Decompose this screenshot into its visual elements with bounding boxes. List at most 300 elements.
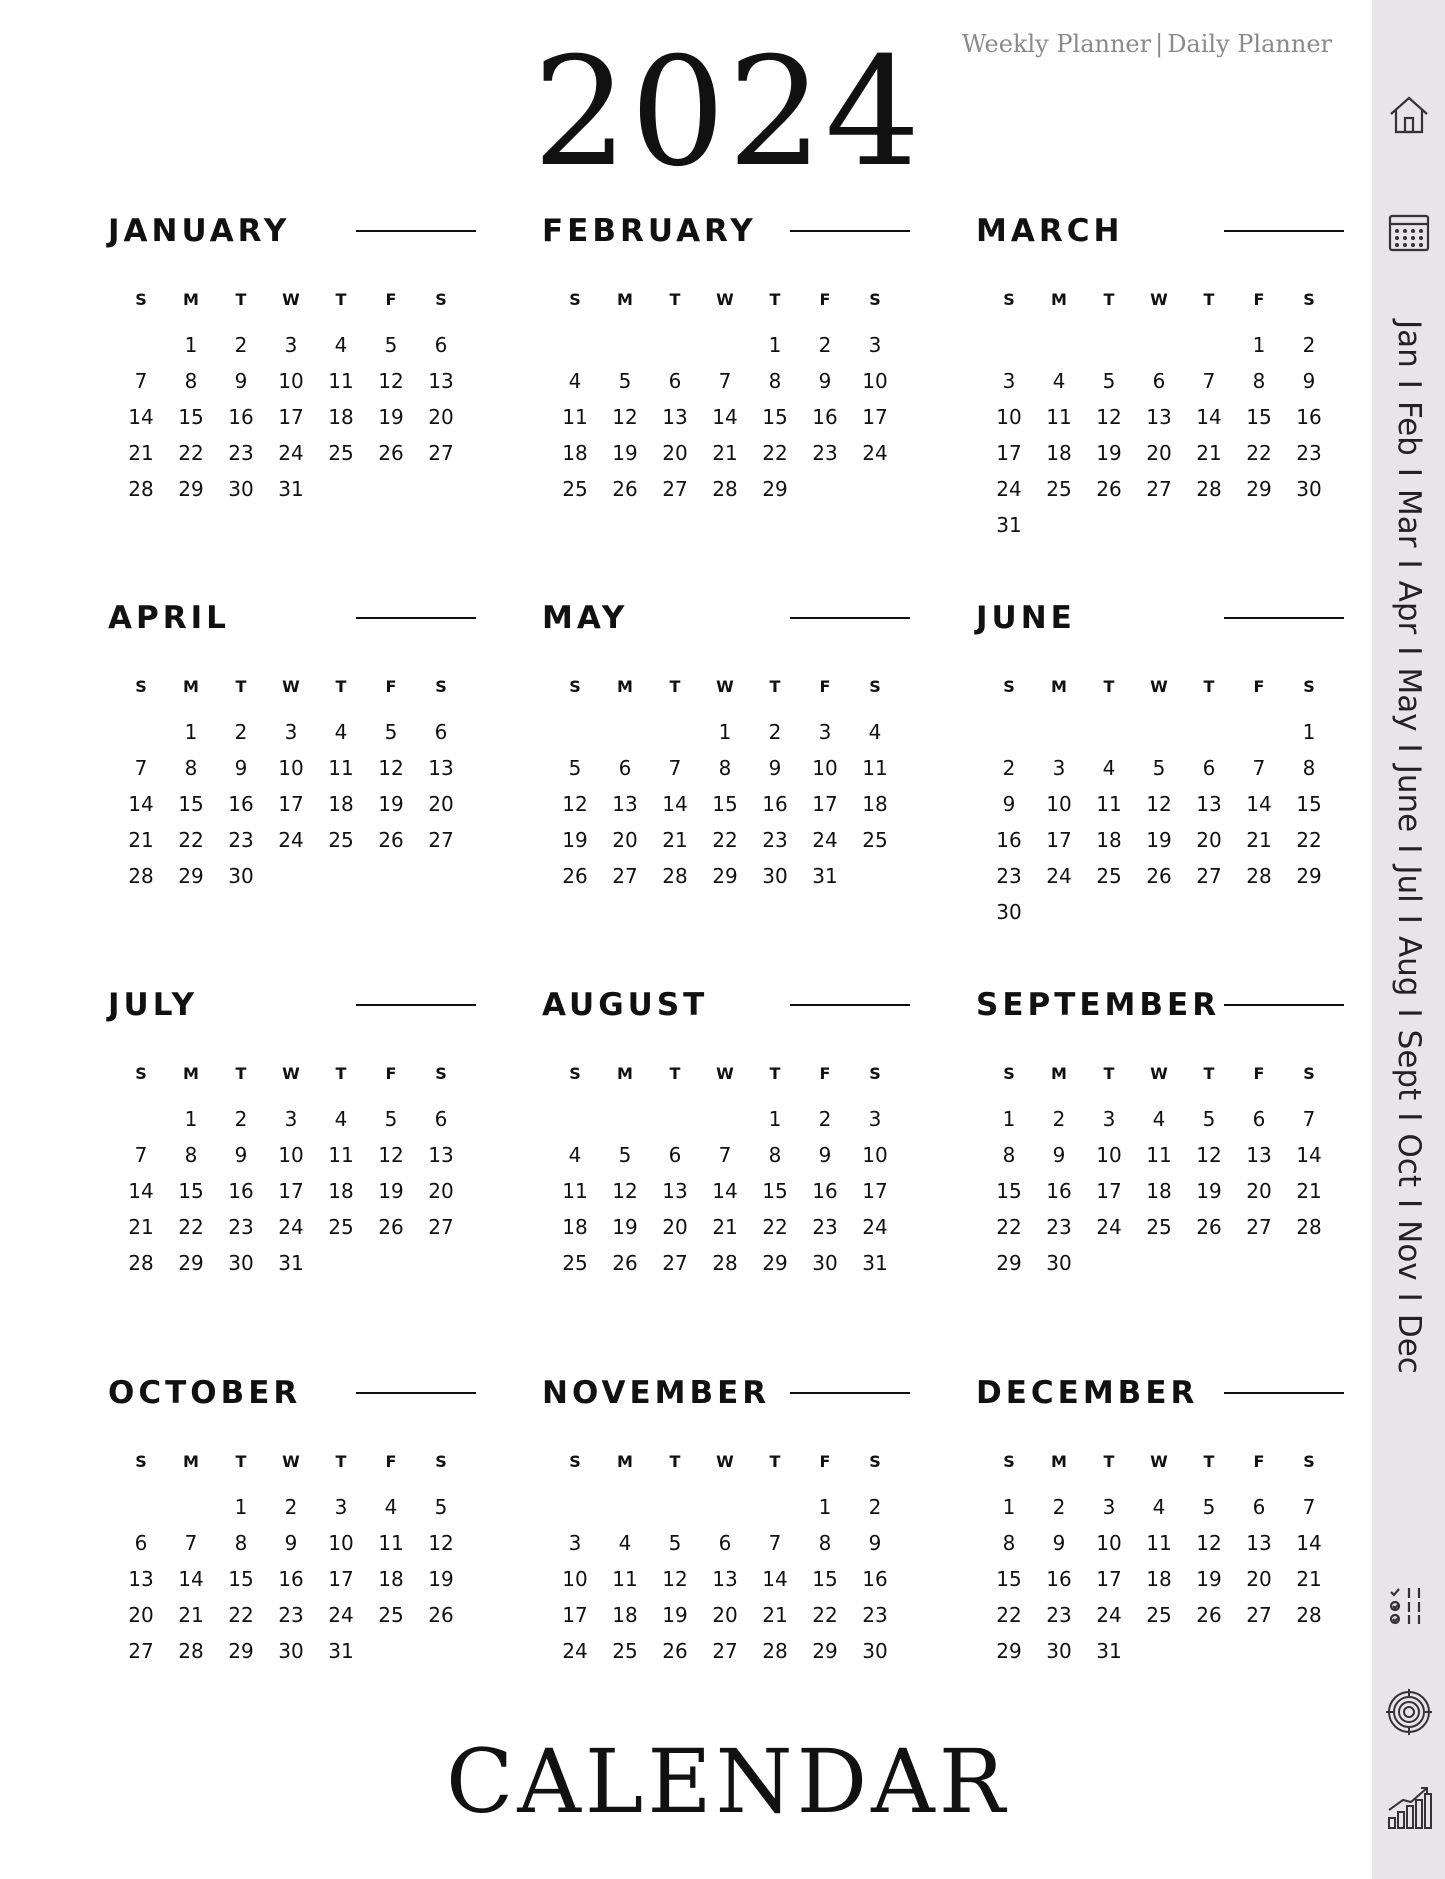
day-cell[interactable]: 22 <box>178 828 204 852</box>
day-cell[interactable]: 12 <box>428 1531 454 1555</box>
day-cell[interactable]: 13 <box>1196 792 1222 816</box>
day-cell[interactable]: 20 <box>1246 1567 1272 1591</box>
day-cell[interactable]: 30 <box>228 477 254 501</box>
day-cell[interactable]: 16 <box>228 1179 254 1203</box>
day-cell[interactable]: 8 <box>768 369 782 393</box>
day-cell[interactable]: 22 <box>1246 441 1272 465</box>
day-cell[interactable]: 26 <box>612 1251 638 1275</box>
day-cell[interactable]: 6 <box>434 333 448 357</box>
day-cell[interactable]: 27 <box>1146 477 1172 501</box>
day-cell[interactable]: 14 <box>712 1179 738 1203</box>
day-cell[interactable]: 15 <box>996 1567 1022 1591</box>
month-name[interactable]: FEBRUARY <box>542 213 757 249</box>
day-cell[interactable]: 28 <box>712 1251 738 1275</box>
day-cell[interactable]: 1 <box>718 720 732 744</box>
day-cell[interactable]: 11 <box>862 756 888 780</box>
day-cell[interactable]: 28 <box>128 477 154 501</box>
day-cell[interactable]: 14 <box>1296 1531 1322 1555</box>
day-cell[interactable]: 9 <box>234 756 248 780</box>
day-cell[interactable]: 21 <box>1296 1567 1322 1591</box>
day-cell[interactable]: 17 <box>862 1179 888 1203</box>
day-cell[interactable]: 25 <box>1096 864 1122 888</box>
day-cell[interactable]: 2 <box>818 333 832 357</box>
day-cell[interactable]: 25 <box>862 828 888 852</box>
month-name[interactable]: AUGUST <box>542 987 709 1023</box>
day-cell[interactable]: 8 <box>718 756 732 780</box>
day-cell[interactable]: 28 <box>1296 1603 1322 1627</box>
day-cell[interactable]: 24 <box>328 1603 354 1627</box>
day-cell[interactable]: 15 <box>712 792 738 816</box>
day-cell[interactable]: 16 <box>1296 405 1322 429</box>
day-cell[interactable]: 29 <box>178 864 204 888</box>
day-cell[interactable]: 17 <box>812 792 838 816</box>
day-cell[interactable]: 20 <box>662 441 688 465</box>
day-cell[interactable]: 10 <box>862 1143 888 1167</box>
day-cell[interactable]: 24 <box>278 828 304 852</box>
day-cell[interactable]: 26 <box>1196 1603 1222 1627</box>
day-cell[interactable]: 30 <box>996 900 1022 924</box>
day-cell[interactable]: 6 <box>1202 756 1216 780</box>
day-cell[interactable]: 18 <box>562 441 588 465</box>
day-cell[interactable]: 25 <box>1046 477 1072 501</box>
tab-june[interactable]: June <box>1390 764 1427 833</box>
day-cell[interactable]: 29 <box>996 1251 1022 1275</box>
day-cell[interactable]: 11 <box>562 1179 588 1203</box>
day-cell[interactable]: 11 <box>328 369 354 393</box>
day-cell[interactable]: 2 <box>234 720 248 744</box>
day-cell[interactable]: 3 <box>868 1107 882 1131</box>
day-cell[interactable]: 14 <box>178 1567 204 1591</box>
day-cell[interactable]: 1 <box>1002 1495 1016 1519</box>
day-cell[interactable]: 6 <box>668 1143 682 1167</box>
day-cell[interactable]: 26 <box>378 828 404 852</box>
day-cell[interactable]: 16 <box>862 1567 888 1591</box>
day-cell[interactable]: 11 <box>378 1531 404 1555</box>
day-cell[interactable]: 11 <box>562 405 588 429</box>
day-cell[interactable]: 5 <box>1202 1495 1216 1519</box>
day-cell[interactable]: 5 <box>668 1531 682 1555</box>
day-cell[interactable]: 3 <box>284 1107 298 1131</box>
day-cell[interactable]: 14 <box>1246 792 1272 816</box>
day-cell[interactable]: 3 <box>818 720 832 744</box>
day-cell[interactable]: 20 <box>428 405 454 429</box>
day-cell[interactable]: 14 <box>1296 1143 1322 1167</box>
day-cell[interactable]: 9 <box>1302 369 1316 393</box>
day-cell[interactable]: 1 <box>768 1107 782 1131</box>
day-cell[interactable]: 3 <box>1052 756 1066 780</box>
day-cell[interactable]: 7 <box>718 369 732 393</box>
day-cell[interactable]: 24 <box>1096 1215 1122 1239</box>
day-cell[interactable]: 20 <box>712 1603 738 1627</box>
day-cell[interactable]: 15 <box>228 1567 254 1591</box>
day-cell[interactable]: 9 <box>1002 792 1016 816</box>
month-name[interactable]: MAY <box>542 600 629 636</box>
day-cell[interactable]: 8 <box>818 1531 832 1555</box>
day-cell[interactable]: 30 <box>1046 1639 1072 1663</box>
day-cell[interactable]: 5 <box>568 756 582 780</box>
day-cell[interactable]: 6 <box>434 1107 448 1131</box>
day-cell[interactable]: 24 <box>278 1215 304 1239</box>
tab-mar[interactable]: Mar <box>1390 489 1427 548</box>
day-cell[interactable]: 2 <box>818 1107 832 1131</box>
day-cell[interactable]: 12 <box>662 1567 688 1591</box>
day-cell[interactable]: 16 <box>762 792 788 816</box>
day-cell[interactable]: 22 <box>1296 828 1322 852</box>
day-cell[interactable]: 27 <box>662 477 688 501</box>
day-cell[interactable]: 29 <box>996 1639 1022 1663</box>
day-cell[interactable]: 14 <box>762 1567 788 1591</box>
day-cell[interactable]: 10 <box>1046 792 1072 816</box>
day-cell[interactable]: 10 <box>812 756 838 780</box>
day-cell[interactable]: 21 <box>128 1215 154 1239</box>
day-cell[interactable]: 20 <box>662 1215 688 1239</box>
tab-jan[interactable]: Jan <box>1390 320 1427 368</box>
day-cell[interactable]: 30 <box>1046 1251 1072 1275</box>
day-cell[interactable]: 15 <box>1246 405 1272 429</box>
day-cell[interactable]: 31 <box>278 477 304 501</box>
day-cell[interactable]: 15 <box>812 1567 838 1591</box>
month-name[interactable]: JULY <box>108 987 199 1023</box>
day-cell[interactable]: 4 <box>618 1531 632 1555</box>
day-cell[interactable]: 28 <box>762 1639 788 1663</box>
day-cell[interactable]: 17 <box>996 441 1022 465</box>
day-cell[interactable]: 27 <box>1246 1215 1272 1239</box>
daily-planner-link[interactable]: Daily Planner <box>1167 30 1332 58</box>
day-cell[interactable]: 12 <box>1096 405 1122 429</box>
day-cell[interactable]: 5 <box>1102 369 1116 393</box>
day-cell[interactable]: 10 <box>996 405 1022 429</box>
day-cell[interactable]: 4 <box>384 1495 398 1519</box>
day-cell[interactable]: 3 <box>1102 1495 1116 1519</box>
day-cell[interactable]: 7 <box>1202 369 1216 393</box>
day-cell[interactable]: 11 <box>1096 792 1122 816</box>
day-cell[interactable]: 4 <box>1152 1107 1166 1131</box>
day-cell[interactable]: 8 <box>184 1143 198 1167</box>
day-cell[interactable]: 29 <box>1246 477 1272 501</box>
day-cell[interactable]: 10 <box>1096 1531 1122 1555</box>
day-cell[interactable]: 21 <box>712 1215 738 1239</box>
day-cell[interactable]: 20 <box>428 1179 454 1203</box>
tab-feb[interactable]: Feb <box>1390 400 1427 456</box>
day-cell[interactable]: 30 <box>228 1251 254 1275</box>
day-cell[interactable]: 2 <box>1052 1495 1066 1519</box>
day-cell[interactable]: 3 <box>868 333 882 357</box>
day-cell[interactable]: 19 <box>1196 1567 1222 1591</box>
day-cell[interactable]: 30 <box>862 1639 888 1663</box>
day-cell[interactable]: 2 <box>868 1495 882 1519</box>
day-cell[interactable]: 17 <box>862 405 888 429</box>
day-cell[interactable]: 10 <box>562 1567 588 1591</box>
day-cell[interactable]: 21 <box>178 1603 204 1627</box>
day-cell[interactable]: 20 <box>612 828 638 852</box>
day-cell[interactable]: 22 <box>712 828 738 852</box>
day-cell[interactable]: 7 <box>1302 1107 1316 1131</box>
day-cell[interactable]: 18 <box>1096 828 1122 852</box>
day-cell[interactable]: 11 <box>1046 405 1072 429</box>
day-cell[interactable]: 9 <box>1052 1143 1066 1167</box>
day-cell[interactable]: 3 <box>1002 369 1016 393</box>
day-cell[interactable]: 25 <box>328 828 354 852</box>
day-cell[interactable]: 28 <box>178 1639 204 1663</box>
day-cell[interactable]: 19 <box>378 405 404 429</box>
day-cell[interactable]: 14 <box>662 792 688 816</box>
day-cell[interactable]: 7 <box>134 756 148 780</box>
day-cell[interactable]: 16 <box>996 828 1022 852</box>
day-cell[interactable]: 5 <box>618 369 632 393</box>
day-cell[interactable]: 12 <box>378 369 404 393</box>
day-cell[interactable]: 8 <box>768 1143 782 1167</box>
day-cell[interactable]: 13 <box>428 1143 454 1167</box>
day-cell[interactable]: 28 <box>712 477 738 501</box>
day-cell[interactable]: 5 <box>384 333 398 357</box>
day-cell[interactable]: 20 <box>128 1603 154 1627</box>
day-cell[interactable]: 25 <box>1146 1603 1172 1627</box>
day-cell[interactable]: 16 <box>812 405 838 429</box>
day-cell[interactable]: 18 <box>612 1603 638 1627</box>
day-cell[interactable]: 9 <box>768 756 782 780</box>
day-cell[interactable]: 3 <box>284 333 298 357</box>
day-cell[interactable]: 8 <box>1252 369 1266 393</box>
day-cell[interactable]: 4 <box>1052 369 1066 393</box>
day-cell[interactable]: 18 <box>328 1179 354 1203</box>
day-cell[interactable]: 5 <box>434 1495 448 1519</box>
day-cell[interactable]: 22 <box>996 1603 1022 1627</box>
day-cell[interactable]: 31 <box>1096 1639 1122 1663</box>
day-cell[interactable]: 6 <box>718 1531 732 1555</box>
day-cell[interactable]: 28 <box>1246 864 1272 888</box>
day-cell[interactable]: 12 <box>562 792 588 816</box>
day-cell[interactable]: 23 <box>996 864 1022 888</box>
day-cell[interactable]: 30 <box>812 1251 838 1275</box>
day-cell[interactable]: 15 <box>178 792 204 816</box>
day-cell[interactable]: 31 <box>812 864 838 888</box>
day-cell[interactable]: 3 <box>1102 1107 1116 1131</box>
day-cell[interactable]: 12 <box>1196 1531 1222 1555</box>
day-cell[interactable]: 27 <box>428 441 454 465</box>
tab-aug[interactable]: Aug <box>1390 935 1427 997</box>
day-cell[interactable]: 18 <box>328 792 354 816</box>
day-cell[interactable]: 9 <box>284 1531 298 1555</box>
day-cell[interactable]: 10 <box>1096 1143 1122 1167</box>
day-cell[interactable]: 21 <box>762 1603 788 1627</box>
day-cell[interactable]: 13 <box>662 1179 688 1203</box>
day-cell[interactable]: 22 <box>762 441 788 465</box>
day-cell[interactable]: 20 <box>428 792 454 816</box>
day-cell[interactable]: 22 <box>762 1215 788 1239</box>
day-cell[interactable]: 30 <box>228 864 254 888</box>
day-cell[interactable]: 7 <box>1302 1495 1316 1519</box>
day-cell[interactable]: 8 <box>184 369 198 393</box>
day-cell[interactable]: 16 <box>278 1567 304 1591</box>
day-cell[interactable]: 27 <box>612 864 638 888</box>
day-cell[interactable]: 21 <box>662 828 688 852</box>
day-cell[interactable]: 12 <box>612 405 638 429</box>
day-cell[interactable]: 29 <box>178 1251 204 1275</box>
day-cell[interactable]: 21 <box>1196 441 1222 465</box>
day-cell[interactable]: 19 <box>378 1179 404 1203</box>
tab-may[interactable]: May <box>1390 667 1427 732</box>
day-cell[interactable]: 26 <box>662 1639 688 1663</box>
day-cell[interactable]: 17 <box>278 792 304 816</box>
day-cell[interactable]: 24 <box>862 1215 888 1239</box>
day-cell[interactable]: 1 <box>1002 1107 1016 1131</box>
day-cell[interactable]: 11 <box>1146 1531 1172 1555</box>
day-cell[interactable]: 1 <box>1252 333 1266 357</box>
day-cell[interactable]: 12 <box>612 1179 638 1203</box>
day-cell[interactable]: 31 <box>328 1639 354 1663</box>
month-name[interactable]: DECEMBER <box>976 1375 1199 1411</box>
day-cell[interactable]: 30 <box>762 864 788 888</box>
day-cell[interactable]: 1 <box>1302 720 1316 744</box>
day-cell[interactable]: 2 <box>1002 756 1016 780</box>
calendar-icon[interactable] <box>1385 208 1433 256</box>
day-cell[interactable]: 28 <box>128 864 154 888</box>
day-cell[interactable]: 12 <box>378 756 404 780</box>
day-cell[interactable]: 20 <box>1196 828 1222 852</box>
day-cell[interactable]: 15 <box>762 405 788 429</box>
day-cell[interactable]: 24 <box>862 441 888 465</box>
day-cell[interactable]: 27 <box>662 1251 688 1275</box>
day-cell[interactable]: 26 <box>1096 477 1122 501</box>
day-cell[interactable]: 6 <box>1152 369 1166 393</box>
day-cell[interactable]: 11 <box>1146 1143 1172 1167</box>
day-cell[interactable]: 27 <box>428 1215 454 1239</box>
day-cell[interactable]: 11 <box>328 756 354 780</box>
day-cell[interactable]: 26 <box>428 1603 454 1627</box>
day-cell[interactable]: 15 <box>1296 792 1322 816</box>
day-cell[interactable]: 18 <box>562 1215 588 1239</box>
day-cell[interactable]: 31 <box>862 1251 888 1275</box>
day-cell[interactable]: 17 <box>328 1567 354 1591</box>
day-cell[interactable]: 29 <box>762 1251 788 1275</box>
day-cell[interactable]: 25 <box>328 441 354 465</box>
day-cell[interactable]: 3 <box>568 1531 582 1555</box>
month-name[interactable]: MARCH <box>976 213 1124 249</box>
day-cell[interactable]: 4 <box>568 369 582 393</box>
day-cell[interactable]: 13 <box>428 369 454 393</box>
day-cell[interactable]: 23 <box>812 441 838 465</box>
day-cell[interactable]: 22 <box>996 1215 1022 1239</box>
day-cell[interactable]: 13 <box>712 1567 738 1591</box>
day-cell[interactable]: 7 <box>134 369 148 393</box>
day-cell[interactable]: 4 <box>1152 1495 1166 1519</box>
day-cell[interactable]: 24 <box>812 828 838 852</box>
day-cell[interactable]: 19 <box>378 792 404 816</box>
day-cell[interactable]: 17 <box>1096 1567 1122 1591</box>
day-cell[interactable]: 22 <box>178 441 204 465</box>
day-cell[interactable]: 28 <box>1296 1215 1322 1239</box>
day-cell[interactable]: 12 <box>1146 792 1172 816</box>
day-cell[interactable]: 23 <box>1046 1603 1072 1627</box>
day-cell[interactable]: 14 <box>1196 405 1222 429</box>
day-cell[interactable]: 3 <box>334 1495 348 1519</box>
day-cell[interactable]: 1 <box>234 1495 248 1519</box>
tab-oct[interactable]: Oct <box>1390 1133 1427 1187</box>
day-cell[interactable]: 27 <box>712 1639 738 1663</box>
day-cell[interactable]: 28 <box>662 864 688 888</box>
day-cell[interactable]: 6 <box>1252 1107 1266 1131</box>
day-cell[interactable]: 16 <box>1046 1567 1072 1591</box>
day-cell[interactable]: 2 <box>284 1495 298 1519</box>
tab-sept[interactable]: Sept <box>1390 1029 1427 1101</box>
day-cell[interactable]: 15 <box>178 1179 204 1203</box>
day-cell[interactable]: 29 <box>812 1639 838 1663</box>
day-cell[interactable]: 10 <box>278 1143 304 1167</box>
day-cell[interactable]: 6 <box>618 756 632 780</box>
day-cell[interactable]: 8 <box>1002 1531 1016 1555</box>
day-cell[interactable]: 25 <box>612 1639 638 1663</box>
day-cell[interactable]: 15 <box>178 405 204 429</box>
day-cell[interactable]: 26 <box>612 477 638 501</box>
day-cell[interactable]: 23 <box>228 1215 254 1239</box>
day-cell[interactable]: 4 <box>334 1107 348 1131</box>
month-name[interactable]: OCTOBER <box>108 1375 302 1411</box>
day-cell[interactable]: 20 <box>1246 1179 1272 1203</box>
day-cell[interactable]: 8 <box>1302 756 1316 780</box>
day-cell[interactable]: 18 <box>1146 1179 1172 1203</box>
day-cell[interactable]: 2 <box>234 1107 248 1131</box>
day-cell[interactable]: 1 <box>768 333 782 357</box>
day-cell[interactable]: 19 <box>612 441 638 465</box>
day-cell[interactable]: 17 <box>1046 828 1072 852</box>
day-cell[interactable]: 5 <box>618 1143 632 1167</box>
day-cell[interactable]: 9 <box>818 1143 832 1167</box>
day-cell[interactable]: 7 <box>718 1143 732 1167</box>
day-cell[interactable]: 18 <box>328 405 354 429</box>
day-cell[interactable]: 25 <box>562 1251 588 1275</box>
day-cell[interactable]: 18 <box>862 792 888 816</box>
day-cell[interactable]: 29 <box>762 477 788 501</box>
day-cell[interactable]: 28 <box>128 1251 154 1275</box>
day-cell[interactable]: 26 <box>1196 1215 1222 1239</box>
month-name[interactable]: JANUARY <box>108 213 291 249</box>
day-cell[interactable]: 10 <box>278 756 304 780</box>
day-cell[interactable]: 13 <box>1246 1143 1272 1167</box>
day-cell[interactable]: 28 <box>1196 477 1222 501</box>
day-cell[interactable]: 30 <box>1296 477 1322 501</box>
day-cell[interactable]: 15 <box>996 1179 1022 1203</box>
day-cell[interactable]: 2 <box>234 333 248 357</box>
day-cell[interactable]: 9 <box>234 1143 248 1167</box>
day-cell[interactable]: 27 <box>1246 1603 1272 1627</box>
day-cell[interactable]: 31 <box>996 513 1022 537</box>
day-cell[interactable]: 29 <box>712 864 738 888</box>
day-cell[interactable]: 19 <box>1096 441 1122 465</box>
day-cell[interactable]: 16 <box>228 405 254 429</box>
day-cell[interactable]: 24 <box>996 477 1022 501</box>
day-cell[interactable]: 7 <box>668 756 682 780</box>
day-cell[interactable]: 4 <box>1102 756 1116 780</box>
day-cell[interactable]: 26 <box>1146 864 1172 888</box>
day-cell[interactable]: 31 <box>278 1251 304 1275</box>
day-cell[interactable]: 24 <box>278 441 304 465</box>
growth-chart-icon[interactable] <box>1385 1784 1433 1832</box>
day-cell[interactable]: 20 <box>1146 441 1172 465</box>
day-cell[interactable]: 7 <box>134 1143 148 1167</box>
month-name[interactable]: APRIL <box>108 600 230 636</box>
day-cell[interactable]: 2 <box>768 720 782 744</box>
day-cell[interactable]: 16 <box>228 792 254 816</box>
day-cell[interactable]: 6 <box>434 720 448 744</box>
day-cell[interactable]: 29 <box>178 477 204 501</box>
day-cell[interactable]: 13 <box>612 792 638 816</box>
day-cell[interactable]: 16 <box>812 1179 838 1203</box>
day-cell[interactable]: 22 <box>178 1215 204 1239</box>
day-cell[interactable]: 11 <box>612 1567 638 1591</box>
day-cell[interactable]: 8 <box>234 1531 248 1555</box>
day-cell[interactable]: 1 <box>184 1107 198 1131</box>
day-cell[interactable]: 19 <box>562 828 588 852</box>
